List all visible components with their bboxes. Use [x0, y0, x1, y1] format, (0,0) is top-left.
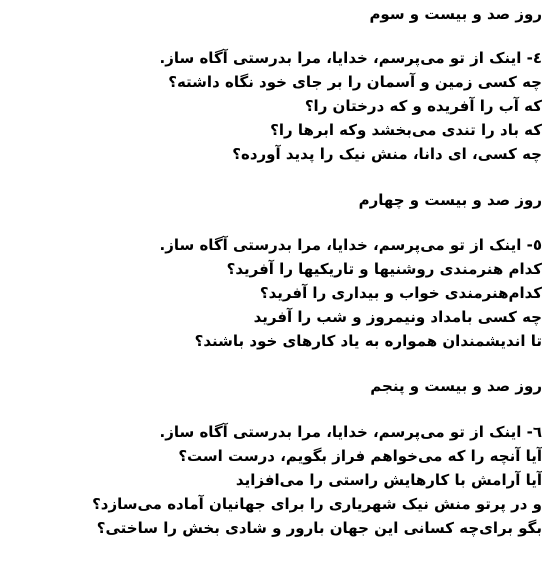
verse-line: چه کسی، ای دانا، منش‌ نیک را پدید آورده؟ [232, 145, 542, 163]
verse-line: و در پرتو‌ منش‌ نیک شهریاری را برای جهانیان آماده می‌سازد؟ [92, 495, 542, 513]
verse-line: تا اندیشمندان همواره به یاد‌ کارهای خود باشند؟ [194, 332, 542, 350]
verse-line: ٦- اینک از تو می‌پرسم، خدایا، مرا بدرستی آگاه ساز. [159, 423, 542, 441]
verse-line: چه کسی بامداد ونیمروز و شب را آفرید [253, 308, 542, 326]
verse-line: که باد را تندی می‌بخشد وکه ابرها را؟ [270, 121, 542, 139]
verse-line: بگو برای‌چه کسانی این جهان‌ بارور و شادی بخش را ساختی؟ [96, 519, 542, 537]
section-heading: روز صد و بیست و سوم [369, 5, 542, 23]
verse-line: کدام هنرمندی روشنیها و تاریکیها را آفرید؟ [226, 260, 542, 278]
verse-line: آیا آرامش با کارهایش راستی را می‌افزاید [235, 471, 542, 489]
verse-line: ٤- اینک از تو می‌پرسم، خدایا، مرا بدرستی آگاه ساز. [159, 49, 542, 67]
verse-line: ٥- اینک از تو می‌پرسم، خدایا، مرا بدرستی آگاه ساز. [159, 236, 542, 254]
verse-line: که آب را آفریده و که درختان را؟ [304, 97, 542, 115]
verse-line: چه کسی زمین و آسمان را بر جای خود نگاه داشته؟ [168, 73, 542, 91]
verse-line: آیا آنچه را که می‌خواهم فراز بگویم، درست است؟ [178, 447, 542, 465]
section-heading: روز صد و بیست و چهارم [358, 191, 542, 209]
section-heading: روز صد و بیست و پنجم [370, 377, 542, 395]
verse-line: کدام‌هنرمندی خواب و بیداری را آفرید؟ [259, 284, 542, 302]
